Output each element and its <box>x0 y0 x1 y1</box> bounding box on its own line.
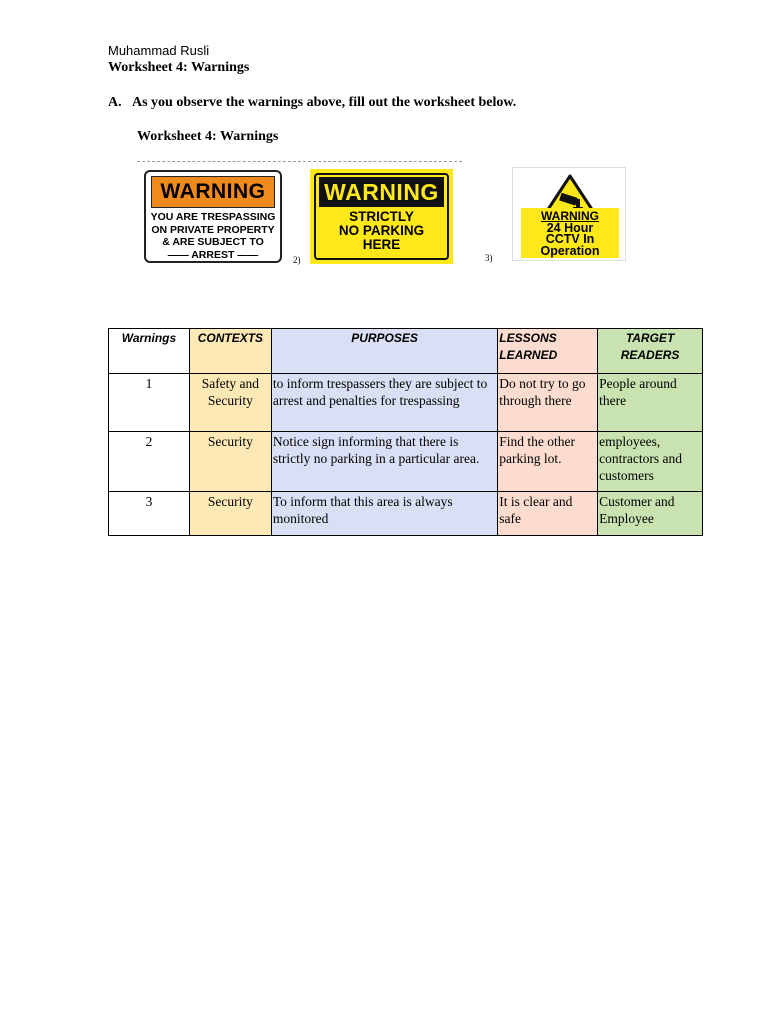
cell-warning-number: 3 <box>109 492 190 536</box>
sign-line: —— ARREST —— <box>167 248 259 261</box>
header-purposes: PURPOSES <box>271 329 497 374</box>
cell-context: Security <box>189 492 271 536</box>
table-row <box>109 492 703 536</box>
sign-line: & ARE SUBJECT TO <box>162 236 264 248</box>
table-row <box>109 432 703 492</box>
cell-purpose: To inform that this area is always monitored <box>271 492 497 536</box>
worksheet-subtitle: Worksheet 4: Warnings <box>137 129 279 144</box>
sign-line: STRICTLY <box>349 209 414 224</box>
sign-line: CCTV In <box>545 232 595 246</box>
table-header-row <box>109 329 703 374</box>
header-contexts: CONTEXTS <box>189 329 271 374</box>
sign-heading: WARNING <box>319 177 444 207</box>
header-lessons: LESSONS LEARNED <box>498 329 598 374</box>
sign-line: 24 Hour <box>546 220 594 235</box>
sign-line: NO PARKING <box>338 223 425 238</box>
instruction <box>108 95 516 111</box>
author-name: Muhammad Rusli <box>108 43 210 58</box>
warning-sign-cctv <box>512 167 626 261</box>
sign-heading: WARNING <box>151 176 275 208</box>
worksheet-title: Worksheet 4: Warnings <box>108 60 250 75</box>
divider <box>137 161 462 162</box>
cell-purpose: Notice sign informing that there is strictly no parking in a particular area. <box>271 432 497 492</box>
instruction-letter: A. <box>108 95 122 110</box>
cell-lesson: Do not try to go through there <box>498 374 598 432</box>
header-warnings: Warnings <box>109 329 190 374</box>
table-row <box>109 374 703 432</box>
cell-target: Customer and Employee <box>598 492 703 536</box>
cell-target: People around there <box>598 374 703 432</box>
sign-caption: 3) <box>485 253 493 263</box>
cell-context: Security <box>189 432 271 492</box>
cell-warning-number: 1 <box>109 374 190 432</box>
cell-purpose: to inform trespassers they are subject to arrest and penalties for trespassing <box>271 374 497 432</box>
cell-context: Safety and Security <box>189 374 271 432</box>
cell-warning-number: 2 <box>109 432 190 492</box>
sign-line: HERE <box>362 237 401 252</box>
header-target: TARGET READERS <box>598 329 703 374</box>
warning-sign-no-parking <box>310 169 453 264</box>
warning-sign-trespassing <box>144 170 282 263</box>
sign-line: YOU ARE TRESPASSING <box>150 211 276 223</box>
sign-line: Operation <box>540 243 600 258</box>
sign-caption: 2) <box>293 255 301 265</box>
cell-lesson: It is clear and safe <box>498 492 598 536</box>
sign-line: WARNING <box>541 209 599 223</box>
instruction-text: As you observe the warnings above, fill out the worksheet below. <box>132 95 517 110</box>
cell-lesson: Find the other parking lot. <box>498 432 598 492</box>
worksheet-table <box>108 328 703 536</box>
cell-target: employees, contractors and customers <box>598 432 703 492</box>
sign-line: ON PRIVATE PROPERTY <box>151 223 275 236</box>
